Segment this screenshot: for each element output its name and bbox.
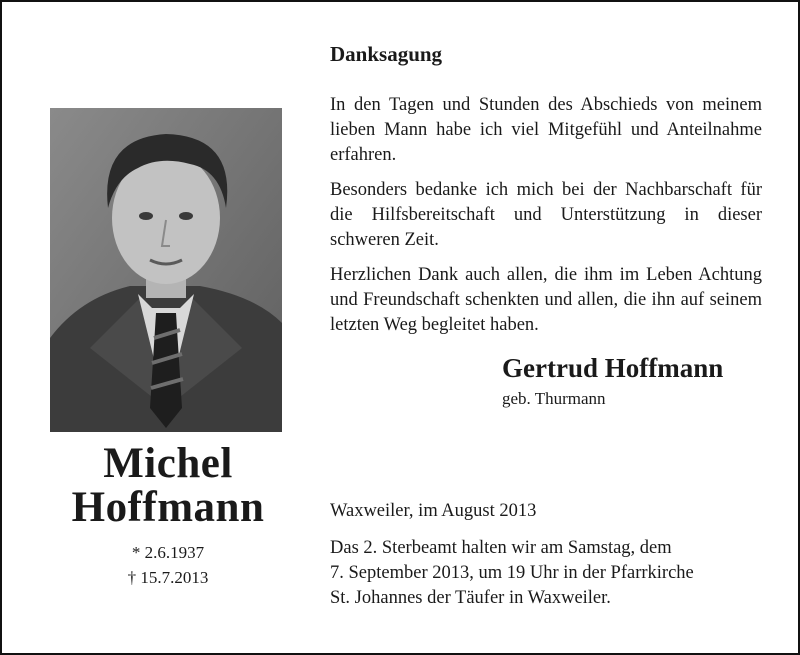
place-date: Waxweiler, im August 2013	[330, 501, 537, 521]
paragraph-1: In den Tagen und Stunden des Abschieds von meinem lieben Mann habe ich viel Mitgefühl und Anteilnahme erfahren.	[330, 95, 762, 165]
deceased-name	[50, 442, 286, 530]
life-dates	[50, 540, 286, 590]
paragraph-2: Besonders bedanke ich mich bei der Nachbarschaft für die Hilfsbereitschaft und Unterstützung in dieser schweren Zeit.	[330, 180, 762, 250]
service-line-3: St. Johannes der Täufer in Waxweiler.	[330, 588, 611, 608]
portrait-illustration	[50, 108, 282, 432]
deceased-first-name: Michel	[103, 440, 233, 487]
service-line-2: 7. September 2013, um 19 Uhr in der Pfarrkirche	[330, 563, 694, 583]
service-info	[330, 536, 770, 611]
heading: Danksagung	[330, 42, 443, 66]
service-line-1: Das 2. Sterbeamt halten wir am Samstag, dem	[330, 538, 672, 558]
portrait-photo	[50, 108, 282, 432]
birth-date: * 2.6.1937	[131, 543, 205, 562]
signature-block	[502, 352, 762, 414]
thanks-panel	[330, 42, 762, 414]
footer	[330, 499, 770, 611]
death-date: † 15.7.2013	[127, 568, 209, 587]
paragraph-3: Herzlichen Dank auch allen, die ihm im Leben Achtung und Freundschaft schenkten und allen, die ihn auf seinem letzten Weg begleitet haben.	[330, 265, 762, 335]
deceased-last-name: Hoffmann	[71, 484, 265, 531]
signer-birth-name: geb. Thurmann	[502, 389, 606, 408]
deceased-panel	[50, 108, 286, 590]
signer-name: Gertrud Hoffmann	[502, 353, 724, 383]
